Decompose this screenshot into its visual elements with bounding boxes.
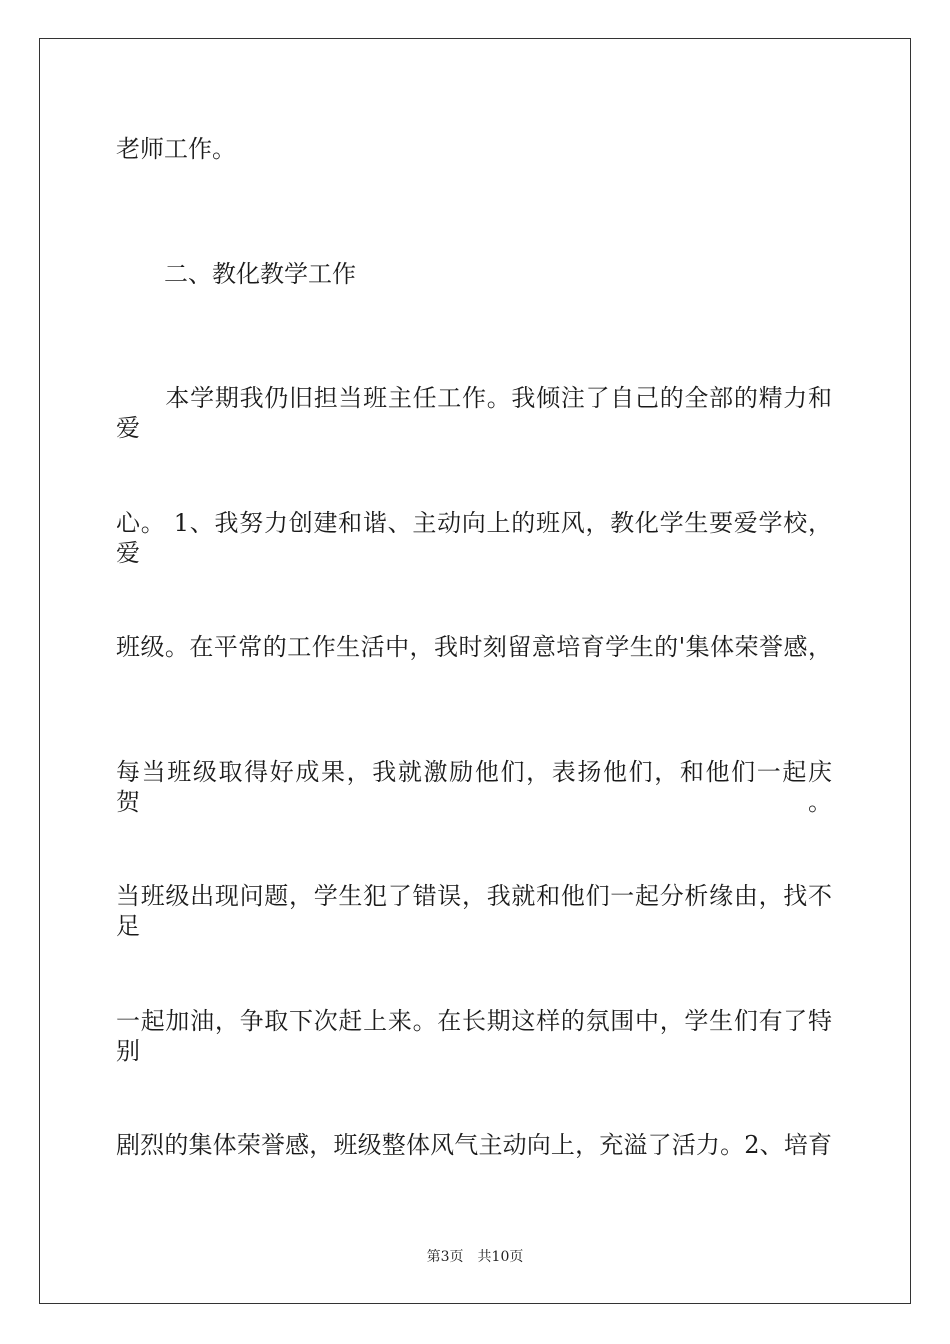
page-border <box>39 38 911 1304</box>
text-line-8: 一起加油，争取下次赶上来。在长期这样的氛围中，学生们有了特别 <box>116 1007 832 1065</box>
text-line-1: 老师工作。 <box>116 135 236 163</box>
text-line-5: 班级。在平常的工作生活中，我时刻留意培育学生的'集体荣誉感， <box>116 633 832 661</box>
section-heading: 二、教化教学工作 <box>116 260 356 288</box>
text-line-7: 当班级出现问题，学生犯了错误，我就和他们一起分析缘由，找不足 <box>116 882 832 940</box>
text-line-6: 每当班级取得好成果，我就激励他们，表扬他们，和他们一起庆贺。 <box>116 758 832 816</box>
page-footer <box>0 1248 950 1266</box>
text-line-3: 本学期我仍旧担当班主任工作。我倾注了自己的全部的精力和爱 <box>116 384 832 442</box>
text-line-4: 心。 1、我努力创建和谐、主动向上的班风，教化学生要爱学校，爱 <box>116 509 832 567</box>
page-total: 共10页 <box>477 1249 524 1265</box>
text-line-9: 剧烈的集体荣誉感，班级整体风气主动向上，充溢了活力。2、培育 <box>116 1131 832 1159</box>
page-number: 第3页 <box>426 1249 464 1265</box>
